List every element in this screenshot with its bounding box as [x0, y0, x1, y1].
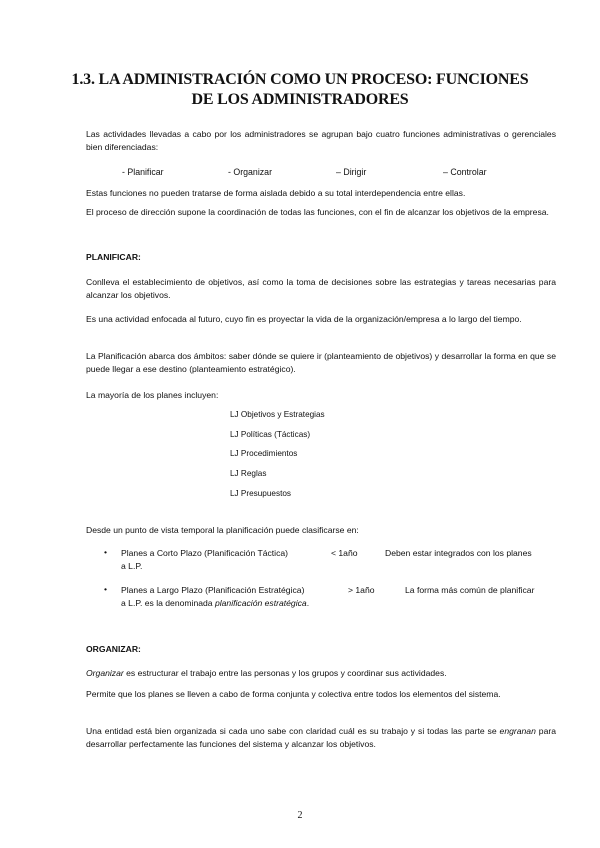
engranan-term: engranan — [499, 726, 536, 736]
section-heading-organizar: ORGANIZAR: — [86, 644, 141, 654]
planificar-paragraph-3: La Planificación abarca dos ámbitos: saber dónde se quiere ir (planteamiento de objetivos) y desarrollar la forma en que se puede llegar a ese destino (planteamiento estratégico). — [86, 351, 556, 374]
plan-item-reglas: LJ Reglas — [230, 469, 267, 478]
largo-plazo-note: La forma más común de planificar — [405, 585, 535, 595]
corto-plazo-note: Deben estar integrados con los planes — [385, 548, 532, 558]
direction-paragraph: El proceso de dirección supone la coordinación de todas las funciones, con el fin de alcanzar los objetivos de la empresa. — [86, 207, 549, 217]
intro-paragraph: Las actividades llevadas a cabo por los administradores se agrupan bajo cuatro funciones administrativas o gerenciales bien diferenciadas: — [86, 129, 556, 152]
page-number: 2 — [297, 810, 303, 821]
planificar-paragraph-5: Desde un punto de vista temporal la planificación puede clasificarse en: — [86, 525, 359, 535]
interdependence-paragraph: Estas funciones no pueden tratarse de forma aislada debido a su total interdependencia entre ellas. — [86, 188, 466, 198]
planificacion-estrategica-term: planificación estratégica — [214, 598, 307, 608]
page-title-line-1: 1.3. LA ADMINISTRACIÓN COMO UN PROCESO: FUNCIONES — [71, 71, 529, 88]
planificar-paragraph-4: La mayoría de los planes incluyen: — [86, 390, 219, 400]
bullet-corto-plazo — [121, 547, 556, 575]
organizar-paragraph-1: Organizar es estructurar el trabajo entre las personas y los grupos y coordinar sus actividades. — [86, 668, 447, 678]
bullet-icon: • — [104, 584, 108, 594]
corto-plazo-duration: < 1año — [331, 548, 358, 558]
organizar-term: Organizar — [86, 668, 124, 678]
plan-item-procedimientos: LJ Procedimientos — [230, 449, 298, 458]
planificar-paragraph-1: Conlleva el establecimiento de objetivos, así como la toma de decisiones sobre las estrategias y tareas necesarias para alcanzar los objetivos. — [86, 277, 556, 300]
page-title-line-2: DE LOS ADMINISTRADORES — [191, 91, 409, 108]
planificar-paragraph-2: Es una actividad enfocada al futuro, cuyo fin es proyectar la vida de la organización/empresa a lo largo del tiempo. — [86, 314, 522, 324]
organizar-paragraph-3: Una entidad está bien organizada si cada uno sabe con claridad cuál es su trabajo y si todas las parte se engranan para desarrollar perfectamente las funciones del sistema y alcanzar los objetivos. — [86, 726, 557, 749]
function-controlar: – Controlar — [443, 167, 487, 177]
corto-plazo-note-cont: a L.P. — [121, 561, 143, 571]
bullet-icon: • — [104, 547, 108, 557]
function-planificar: - Planificar — [122, 167, 164, 177]
organizar-paragraph-2: Permite que los planes se lleven a cabo de forma conjunta y colectiva entre todos los elementos del sistema. — [86, 689, 501, 699]
corto-plazo-label: Planes a Corto Plazo (Planificación Táctica) — [121, 548, 289, 558]
section-heading-planificar: PLANIFICAR: — [86, 252, 141, 262]
plan-item-politicas: LJ Políticas (Tácticas) — [230, 430, 311, 439]
plan-item-objetivos: LJ Objetivos y Estrategias — [230, 410, 325, 419]
function-organizar: - Organizar — [228, 167, 272, 177]
largo-plazo-duration: > 1año — [348, 585, 375, 595]
function-dirigir: – Dirigir — [336, 167, 367, 177]
plan-item-presupuestos: LJ Presupuestos — [230, 489, 291, 498]
bullet-largo-plazo — [121, 584, 556, 612]
largo-plazo-label: Planes a Largo Plazo (Planificación Estratégica) — [121, 585, 305, 595]
largo-plazo-note-cont: a L.P. es la denominada planificación estratégica. — [121, 598, 310, 608]
